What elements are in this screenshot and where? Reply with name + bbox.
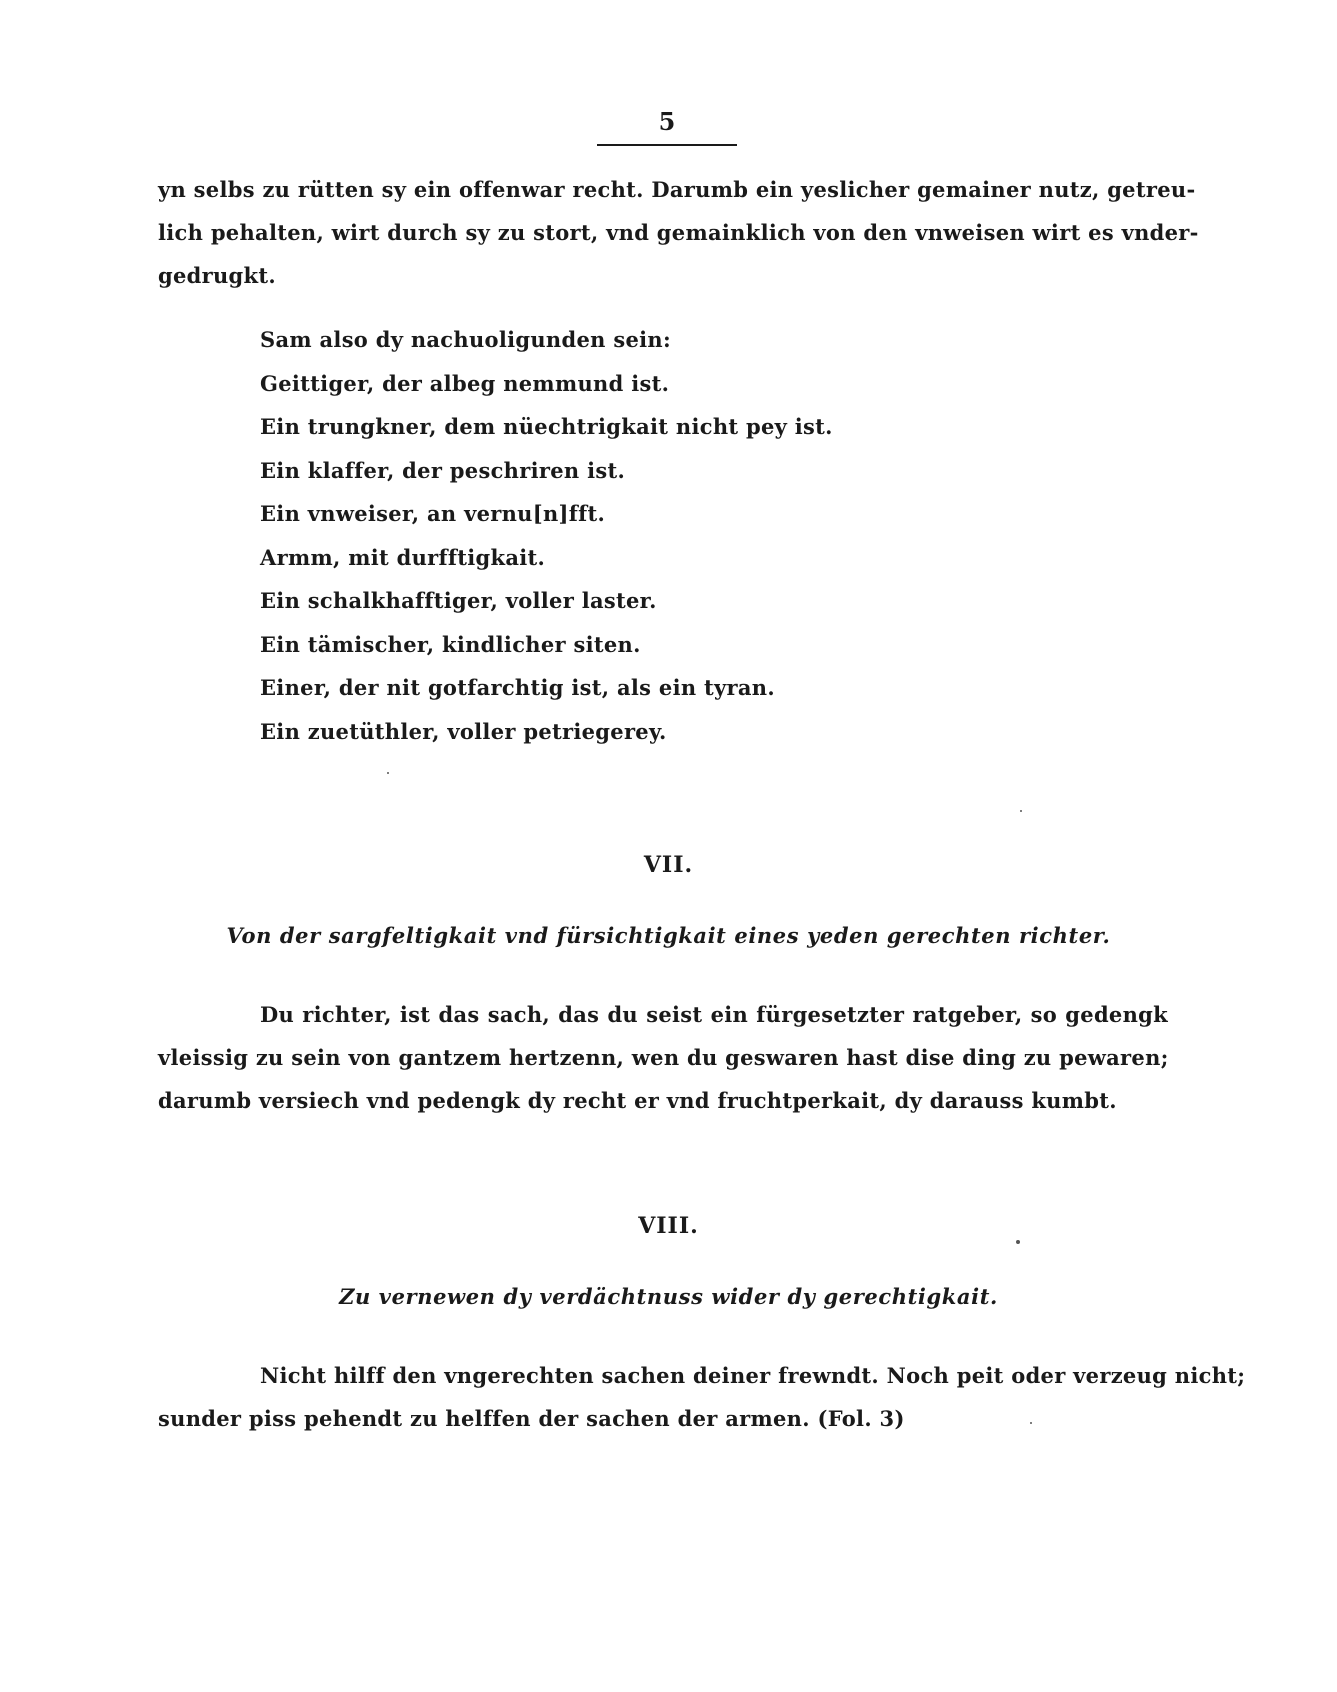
section-viii-paragraph bbox=[158, 1354, 1246, 1440]
paragraph-line: Du richter, ist das sach, das du seist ein fürgesetzter ratgeber, so gedengk bbox=[260, 1002, 1168, 1027]
list-item: Ein vnweiser, an vernu[n]fft. bbox=[260, 501, 606, 526]
page-number: 5 bbox=[658, 107, 676, 136]
section-viii-title: Zu vernewen dy verdächtnuss wider dy gerechtigkait. bbox=[339, 1284, 998, 1309]
section-viii-number: VIII. bbox=[638, 1213, 699, 1239]
scan-speck bbox=[1016, 1240, 1020, 1244]
scan-speck bbox=[387, 772, 389, 774]
list-item: Ein klaffer, der peschriren ist. bbox=[260, 457, 626, 483]
paragraph-line: sunder piss pehendt zu helffen der sachen der armen. (Fol. 3) bbox=[158, 1406, 905, 1431]
section-vii-number: VII. bbox=[643, 852, 694, 878]
section-vii-title: Von der sargfeltigkait vnd fürsichtigkait eines yeden gerechten richter. bbox=[226, 923, 1111, 948]
page-number-rule bbox=[597, 144, 737, 146]
list-item: Geittiger, der albeg nemmund ist. bbox=[260, 370, 670, 396]
scan-speck bbox=[1020, 810, 1022, 812]
opening-paragraph bbox=[158, 168, 1199, 297]
list-item: Armm, mit durfftigkait. bbox=[260, 544, 546, 570]
paragraph-line: darumb versiech vnd pedengk dy recht er vnd fruchtperkait, dy darauss kumbt. bbox=[158, 1088, 1117, 1113]
list-item: Sam also dy nachuoligunden sein: bbox=[260, 327, 672, 352]
paragraph-line: yn selbs zu rütten sy ein offenwar recht. Darumb ein yeslicher gemainer nutz, getreu- bbox=[158, 177, 1196, 202]
paragraph-line: vleissig zu sein von gantzem hertzenn, wen du geswaren hast dise ding zu pewaren; bbox=[158, 1045, 1169, 1070]
paragraph-line: lich pehalten, wirt durch sy zu stort, vnd gemainklich von den vnweisen wirt es vnder- bbox=[158, 220, 1199, 245]
list-item: Ein tämischer, kindlicher siten. bbox=[260, 631, 641, 657]
list-item: Ein trungkner, dem nüechtrigkait nicht pey ist. bbox=[260, 414, 833, 439]
list-item: Einer, der nit gotfarchtig ist, als ein tyran. bbox=[260, 675, 775, 700]
vice-list bbox=[260, 318, 833, 753]
paragraph-line: Nicht hilff den vngerechten sachen deiner frewndt. Noch peit oder verzeug nicht; bbox=[260, 1363, 1246, 1388]
paragraph-line: gedrugkt. bbox=[158, 263, 277, 288]
section-vii-paragraph bbox=[158, 993, 1168, 1122]
scan-speck bbox=[1030, 1422, 1032, 1424]
list-item: Ein zuetüthler, voller petriegerey. bbox=[260, 718, 667, 744]
list-item: Ein schalkhafftiger, voller laster. bbox=[260, 588, 657, 613]
